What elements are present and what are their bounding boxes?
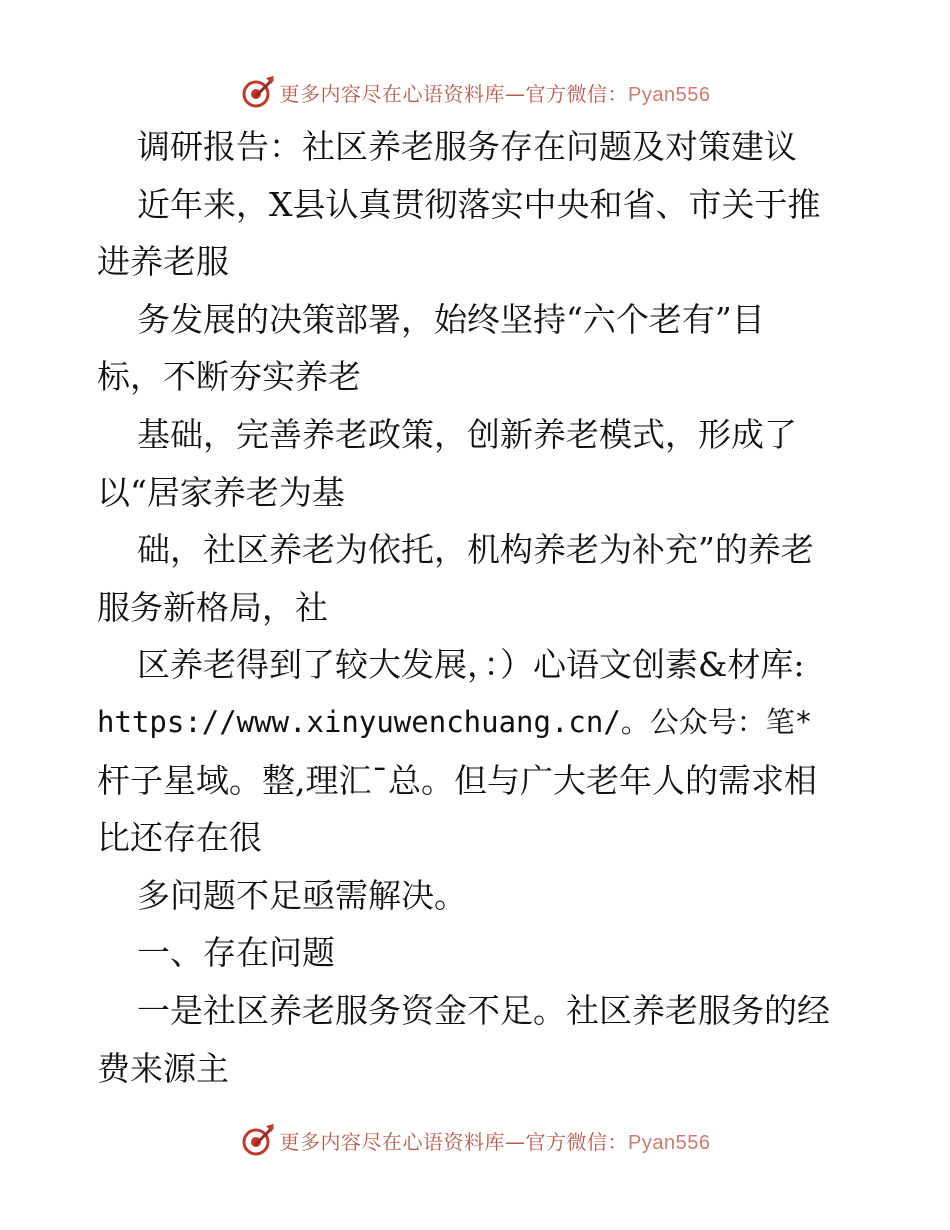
paragraph-line: 一、存在问题 [137, 933, 335, 973]
paragraph-line: 比还存在很 [97, 818, 262, 858]
paragraph-line: 以“居家养老为基 [97, 472, 345, 512]
paragraph-line: 多问题不足亟需解决。 [137, 875, 467, 915]
paragraph-line: 标，不断夯实养老 [97, 357, 361, 397]
paragraph-line: 进养老服 [97, 242, 229, 282]
watermark-banner-bottom [0, 1120, 950, 1160]
paragraph-line: 费来源主 [97, 1048, 229, 1088]
paragraph-line: 础，社区养老为依托，机构养老为补充”的养老 [137, 530, 814, 570]
watermark-inner [240, 1122, 711, 1158]
paragraph-line: 杆子星域。整,理汇¯总。但与广大老年人的需求相 [97, 760, 817, 800]
watermark-banner-top [0, 72, 950, 112]
paragraph-line: 区养老得到了较大发展，：）心语文创素&材库: [137, 645, 805, 685]
watermark-text [280, 1126, 711, 1155]
watermark-wechat-label: 官方微信： [525, 1129, 629, 1154]
paragraph-line: https://www.xinyuwenchuang.cn/。公众号：笔* [97, 704, 813, 739]
quill-logo-icon [240, 1122, 276, 1158]
document-body [97, 118, 857, 1097]
paragraph-line: 基础，完善养老政策，创新养老模式，形成了 [137, 414, 797, 454]
paragraph-line: 服务新格局，社 [97, 587, 328, 627]
watermark-main-text: 更多内容尽在心语资料库 [279, 81, 506, 106]
paragraph-line: 调研报告：社区养老服务存在问题及对策建议 [137, 127, 797, 166]
watermark-inner [240, 74, 711, 110]
watermark-separator: — [505, 1129, 526, 1154]
watermark-wechat-id: Pyan556 [628, 1131, 711, 1154]
paragraph-line: 务发展的决策部署，始终坚持“六个老有”目 [137, 299, 765, 339]
quill-logo-icon [240, 74, 276, 110]
watermark-wechat-label: 官方微信： [525, 81, 629, 106]
watermark-wechat-id: Pyan556 [628, 83, 711, 106]
paragraph-line: 一是社区养老服务资金不足。社区养老服务的经 [137, 990, 830, 1030]
watermark-main-text: 更多内容尽在心语资料库 [279, 1129, 506, 1154]
watermark-separator: — [505, 81, 526, 106]
paragraph-line: 近年来，X县认真贯彻落实中央和省、市关于推 [137, 184, 821, 224]
watermark-text [280, 78, 711, 107]
